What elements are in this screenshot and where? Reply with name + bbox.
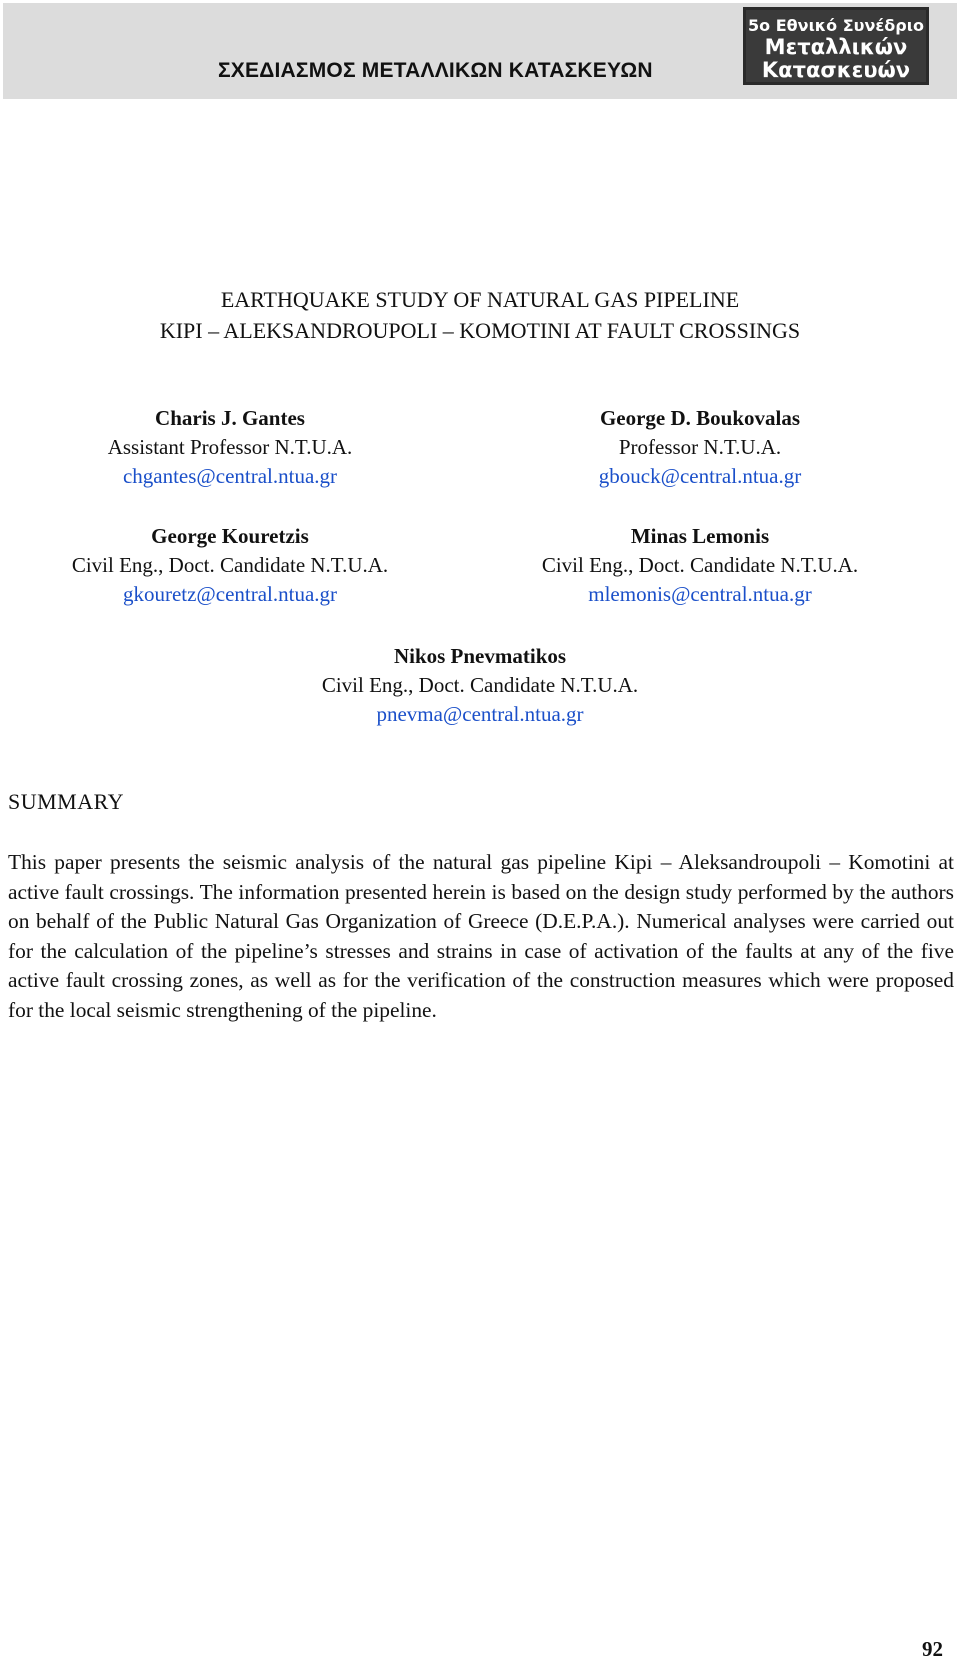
author-name: Minas Lemonis (630, 524, 770, 548)
conference-logo (743, 7, 929, 85)
author-role: Assistant Professor N.T.U.A. (107, 435, 353, 459)
author-block (30, 404, 430, 491)
author-block (500, 522, 900, 609)
author-block (280, 642, 680, 729)
svg-text:Κατασκευών: Κατασκευών (761, 58, 911, 82)
author-role: Civil Eng., Doct. Candidate N.T.U.A. (541, 553, 859, 577)
author-role: Civil Eng., Doct. Candidate N.T.U.A. (71, 553, 389, 577)
author-email-link[interactable]: gbouck@central.ntua.gr (598, 464, 802, 488)
svg-text:5ο Εθνικό Συνέδριο: 5ο Εθνικό Συνέδριο (748, 16, 924, 35)
author-email-link[interactable]: gkouretz@central.ntua.gr (122, 582, 338, 606)
author-email-link[interactable]: chgantes@central.ntua.gr (122, 464, 338, 488)
page-number: 92 (922, 1637, 943, 1661)
author-block (500, 404, 900, 491)
page-header (3, 3, 957, 99)
author-name: George D. Boukovalas (599, 406, 801, 430)
author-email-link[interactable]: mlemonis@central.ntua.gr (588, 582, 812, 606)
author-role: Professor N.T.U.A. (618, 435, 782, 459)
title-line-2: KIPI – ALEKSANDROUPOLI – KOMOTINI AT FAULT CROSSINGS (159, 318, 801, 343)
author-name: George Kouretzis (151, 524, 309, 548)
paper-title (0, 284, 960, 346)
author-email-link[interactable]: pnevma@central.ntua.gr (376, 702, 584, 726)
summary-paragraph: This paper presents the seismic analysis of the natural gas pipeline Kipi – Aleksandroupoli – Komotini at active fault crossings. The information presented herein is based on the design study performed by the authors on behalf of the Public Natural Gas Organization of Greece (D.E.P.A.). Numerical analyses were carried out for the calculation of the pipeline’s stresses and strains in case of activation of the faults at any of the five active fault crossing zones, as well as for the verification of the construction measures which were proposed for the local seismic strengthening of the pipeline. (8, 850, 954, 1022)
author-name: Charis J. Gantes (155, 406, 305, 430)
author-block (30, 522, 430, 609)
author-name: Nikos Pnevmatikos (393, 644, 567, 668)
author-role: Civil Eng., Doct. Candidate N.T.U.A. (321, 673, 639, 697)
header-title: ΣΧΕΔΙΑΣΜΟΣ ΜΕΤΑΛΛΙΚΩΝ ΚΑΤΑΣΚΕΥΩΝ (218, 59, 653, 82)
svg-text:Μεταλλικών: Μεταλλικών (764, 35, 908, 59)
title-line-1: EARTHQUAKE STUDY OF NATURAL GAS PIPELINE (220, 287, 740, 312)
summary-heading: SUMMARY (8, 789, 124, 814)
